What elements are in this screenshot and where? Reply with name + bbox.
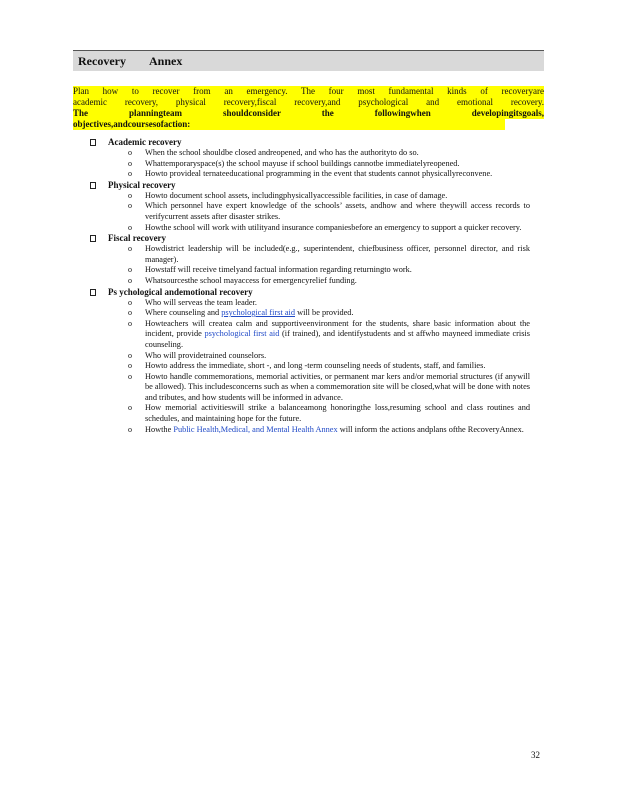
bullet-icon: o (128, 424, 132, 434)
section-heading (90, 233, 530, 244)
item-text: Whattemporaryspace(s) the school mayuse if school buildings cannotbe immediatelyreopened. (145, 158, 460, 168)
bullet-icon: o (128, 244, 132, 254)
item-text: How memorial activitieswill strike a balanceamong honoringthe loss,resuming school and class routines and schedules, and maintaining hope for the future. (145, 403, 530, 424)
bullet-icon: o (128, 201, 132, 211)
item-text: Howto handle commemorations, memorial activities, or permanent mar kers and/or memorial structures (if anywill be allowed). This includesconcerns such as when a commemoration site will be closed,what will be done with notes and tributes, and how students will be informed in advance. (145, 371, 530, 402)
section (90, 180, 530, 233)
intro-line: objectives,andcoursesofaction: (73, 119, 505, 130)
list-item (90, 361, 530, 372)
bullet-icon: o (128, 169, 132, 179)
bullet-icon: o (128, 190, 132, 200)
bullet-icon: o (128, 158, 132, 168)
item-text: Howthe (145, 424, 174, 434)
bullet-icon: o (128, 361, 132, 371)
page-number: 32 (531, 750, 540, 760)
checkbox-square-icon (90, 182, 96, 189)
item-text: Howthe school will work with utilityand insurance companiesbefore an emergency to support a quicker recovery. (145, 222, 522, 232)
bullet-list (90, 191, 530, 233)
section-title: Ps ychological andemotional recovery (108, 286, 253, 297)
checkbox-square-icon (90, 235, 96, 242)
section-title: Physical recovery (108, 179, 176, 190)
bullet-list (90, 244, 530, 286)
list-item (90, 403, 530, 424)
intro-line: Plan how to recover from an emergency. The four most fundamental kinds of recoveryare (73, 86, 544, 96)
section (90, 137, 530, 180)
list-item (90, 191, 530, 202)
item-text: Howstaff will receive timelyand factual information regarding returningto work. (145, 265, 412, 275)
bullet-icon: o (128, 148, 132, 157)
item-text: Whatsourcesthe school mayaccess for emergencyrelief funding. (145, 275, 357, 285)
section-heading (90, 137, 530, 148)
hyperlink[interactable]: psychological first aid (204, 329, 280, 339)
bullet-icon: o (128, 403, 132, 413)
bullet-icon: o (128, 350, 132, 360)
intro-line: academic recovery, physical recovery,fiscal recovery,and psychological and emotional recovery. (73, 97, 544, 107)
hyperlink[interactable]: Public Health,Medical, and Mental Health Annex (173, 424, 338, 434)
item-text: Howteachers will createa calm and supportiveenvironment for the students, share basic information about the incident, provide (145, 318, 530, 339)
section-heading (90, 180, 530, 191)
list-item (90, 308, 530, 319)
bullet-list (90, 148, 530, 180)
list-item (90, 169, 530, 180)
section-heading (90, 287, 530, 298)
list-item (90, 276, 530, 287)
item-text: Howto provideal ternateeducational programming in the event that students cannot physicallyreconvene. (145, 169, 493, 179)
bullet-icon: o (128, 297, 132, 307)
section-title: Fiscal recovery (108, 233, 167, 244)
item-text: Who will providetrained counselors. (145, 350, 267, 360)
recovery-sections (90, 137, 530, 435)
bullet-list (90, 298, 530, 436)
list-item (90, 351, 530, 362)
list-item (90, 319, 530, 351)
item-text: When the school shouldbe closed andreopened, and who has the authorityto do so. (145, 148, 419, 157)
item-text: will be provided. (295, 308, 354, 318)
intro-line: The planningteam shouldconsider the followingwhen developingitsgoals, (73, 108, 544, 118)
item-text: Where counseling and (145, 308, 222, 318)
list-item (90, 223, 530, 234)
list-item (90, 159, 530, 170)
hyperlink[interactable]: psychological first aid (221, 308, 295, 318)
bullet-icon: o (128, 318, 132, 328)
header-annex: Annex (149, 54, 183, 68)
section-title: Academic recovery (108, 137, 182, 147)
intro-paragraph (73, 86, 544, 130)
bullet-icon: o (128, 308, 132, 318)
header-title: Recovery (78, 54, 126, 68)
bullet-icon: o (128, 265, 132, 275)
item-text: will inform the actions andplans ofthe RecoveryAnnex. (337, 424, 524, 434)
checkbox-square-icon (90, 289, 96, 296)
section-header (73, 50, 544, 71)
list-item (90, 201, 530, 222)
section (90, 233, 530, 286)
list-item (90, 372, 530, 404)
item-text: Who will serveas the team leader. (145, 297, 257, 307)
list-item (90, 425, 530, 436)
bullet-icon: o (128, 222, 132, 232)
list-item (90, 265, 530, 276)
item-text: Howdistrict leadership will be included(e.g., superintendent, chiefbusiness officer, personnel director, and risk manager). (145, 244, 530, 264)
section (90, 287, 530, 436)
item-text: Which personnel have expert knowledge of the schools’ assets, andhow and where theywill access records to verifycurrent assets after disaster strikes. (145, 201, 530, 221)
checkbox-square-icon (90, 139, 96, 146)
bullet-icon: o (128, 371, 132, 381)
item-text: Howto document school assets, includingphysicallyaccessible facilities, in case of damage. (145, 190, 448, 200)
item-text: Howto address the immediate, short -, and long -term counseling needs of students, staff, and families. (145, 361, 486, 371)
bullet-icon: o (128, 275, 132, 285)
list-item (90, 244, 530, 265)
list-item (90, 298, 530, 309)
item-text: (if trained), and identifystudents and st affwho mayneed immediate crisis counseling. (145, 329, 530, 349)
list-item (90, 148, 530, 159)
